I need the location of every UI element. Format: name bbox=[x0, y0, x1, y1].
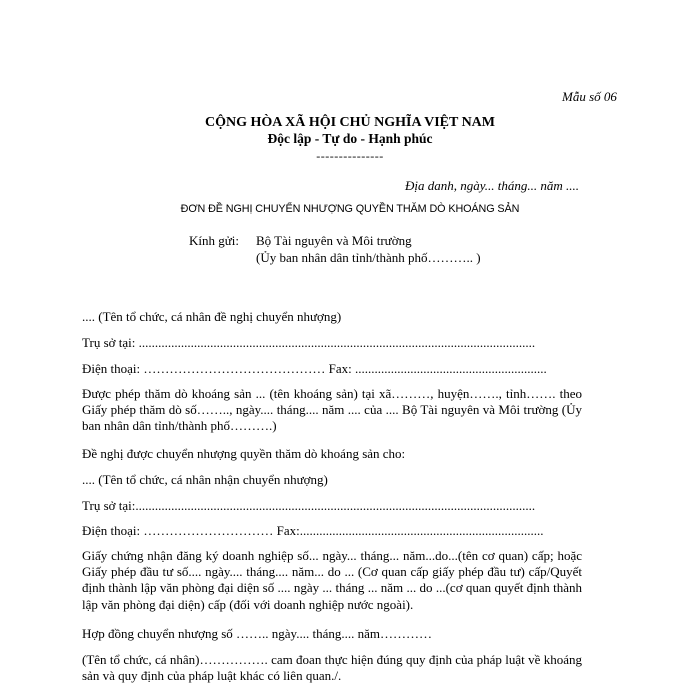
transfer-contract: Hợp đồng chuyển nhượng số …….. ngày.... tháng.... năm………… bbox=[82, 626, 432, 641]
commitment-statement: (Tên tổ chức, cá nhân)……………. cam đoan thực hiện đúng quy định của pháp luật về khoáng sản và quy định của pháp luật khác có liên quan./. bbox=[82, 652, 582, 684]
transferee-name: .... (Tên tổ chức, cá nhân nhận chuyển nhượng) bbox=[82, 472, 328, 487]
transferor-permit: Được phép thăm dò khoáng sản ... (tên khoáng sản) tại xã………, huyện……., tỉnh……. theo Giấy phép thăm dò số…….., ngày.... tháng.... năm .... của .... Bộ Tài nguyên và Môi trường (Ủy ban nhân dân tỉnh/thành phố……….) bbox=[82, 386, 582, 434]
recipient-province: (Ủy ban nhân dân tỉnh/thành phố……….. ) bbox=[256, 250, 481, 265]
recipient-label: Kính gửi: bbox=[189, 233, 240, 248]
transferee-phone-fax: Điện thoại: ………………………… Fax:........................................................................... bbox=[82, 523, 544, 538]
transferor-address: Trụ sở tại: .......................................................................................................................... bbox=[82, 335, 536, 350]
transferor-phone-fax: Điện thoại: …………………………………… Fax: ........................................................... bbox=[82, 361, 547, 376]
transferee-address: Trụ sở tại:........................................................................................................................... bbox=[82, 498, 536, 513]
place-date-line: Địa danh, ngày... tháng... năm .... bbox=[405, 178, 580, 193]
national-motto: Độc lập - Tự do - Hạnh phúc bbox=[267, 131, 433, 146]
form-number: Mẫu số 06 bbox=[562, 89, 617, 104]
document-title: ĐƠN ĐỀ NGHỊ CHUYỂN NHƯỢNG QUYỀN THĂM DÒ KHOÁNG SẢN bbox=[180, 203, 520, 215]
header-separator: --------------- bbox=[316, 149, 384, 163]
transferor-name: .... (Tên tổ chức, cá nhân đề nghị chuyển nhượng) bbox=[82, 309, 342, 324]
transfer-request: Đề nghị được chuyển nhượng quyền thăm dò khoáng sản cho: bbox=[82, 446, 406, 461]
national-title: CỘNG HÒA XÃ HỘI CHỦ NGHĨA VIỆT NAM bbox=[204, 115, 495, 130]
recipient-ministry: Bộ Tài nguyên và Môi trường bbox=[256, 233, 412, 248]
transferee-certificate: Giấy chứng nhận đăng ký doanh nghiệp số... ngày... tháng... năm...do...(tên cơ quan) cấp; hoặc Giấy phép đầu tư số.... ngày.... tháng.... năm... do ... (Cơ quan cấp giấy phép đầu tư) cấp/Quyết định thành lập văn phòng đại diện số .... ngày ... tháng ... năm ... do ...(cơ quan quyết định thành lập văn phòng đại diện) cấp (đối với doanh nghiệp nước ngoài). bbox=[82, 548, 582, 612]
